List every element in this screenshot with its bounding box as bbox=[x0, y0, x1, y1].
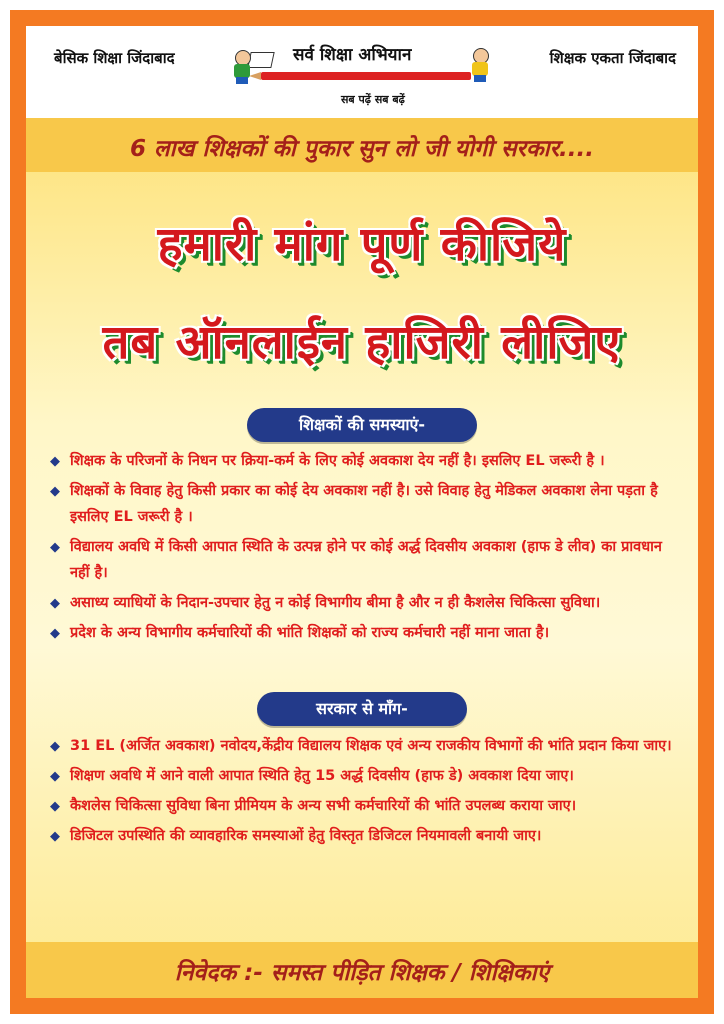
list-item: ◆ शिक्षण अवधि में आने वाली आपात स्थिति हेतु 15 अर्द्ध दिवसीय (हाफ डे) अवकाश दिया जाए। bbox=[48, 763, 680, 789]
top-bar bbox=[26, 26, 698, 118]
logo-tagline: सब पढ़ें सब बढ़ें bbox=[341, 93, 405, 106]
problems-list bbox=[48, 448, 680, 650]
list-item: ◆ विद्यालय अवधि में किसी आपात स्थिति के उत्पन्न होने पर कोई अर्द्ध दिवसीय अवकाश (हाफ डे लीव) का प्रावधान नहीं है। bbox=[48, 534, 680, 586]
logo-title: सर्व शिक्षा अभियान bbox=[293, 45, 412, 65]
diamond-bullet-icon: ◆ bbox=[50, 540, 60, 555]
main-panel bbox=[26, 118, 698, 998]
top-banner bbox=[26, 118, 698, 172]
headline-line-1: हमारी मांग पूर्ण कीजिये bbox=[157, 217, 567, 272]
diamond-bullet-icon: ◆ bbox=[50, 626, 60, 641]
list-item: ◆ प्रदेश के अन्य विभागीय कर्मचारियों की भांति शिक्षकों को राज्य कर्मचारी नहीं माना जाता है। bbox=[48, 620, 680, 646]
poster bbox=[10, 10, 714, 1014]
footer-text: निवेदक :- समस्त पीड़ित शिक्षक / शिक्षिकाएं bbox=[174, 960, 550, 986]
list-item: ◆ असाध्य व्याधियों के निदान-उपचार हेतु न कोई विभागीय बीमा है और न ही कैशलेस चिकित्सा सुविधा। bbox=[48, 590, 680, 616]
demands-heading: सरकार से मॉंग- bbox=[257, 692, 467, 726]
banner-text: 6 लाख शिक्षकों की पुकार सुन लो जी योगी सरकार.... bbox=[130, 136, 594, 162]
slogan-left: बेसिक शिक्षा जिंदाबाद bbox=[54, 49, 175, 67]
sarva-shiksha-abhiyan-logo bbox=[231, 36, 491, 116]
list-item: ◆ शिक्षक के परिजनों के निधन पर क्रिया-कर्म के लिए कोई अवकाश देय नहीं है। इसलिए EL जरूरी है । bbox=[48, 448, 680, 474]
pencil-icon bbox=[261, 72, 471, 80]
child-icon bbox=[469, 48, 491, 82]
list-item: ◆ 31 EL (अर्जित अवकाश) नवोदय,केंद्रीय विद्यालय शिक्षक एवं अन्य राजकीय विभागों की भांति प्रदान किया जाए। bbox=[48, 733, 680, 759]
diamond-bullet-icon: ◆ bbox=[50, 484, 60, 499]
list-item: ◆ शिक्षकों के विवाह हेतु किसी प्रकार का कोई देय अवकाश नहीं है। उसे विवाह हेतु मेडिकल अवकाश लेना पड़ता है इसलिए EL जरूरी है । bbox=[48, 478, 680, 530]
diamond-bullet-icon: ◆ bbox=[50, 769, 60, 784]
list-item: ◆ डिजिटल उपस्थिति की व्यावहारिक समस्याओं हेतु विस्तृत डिजिटल नियमावली बनायी जाए। bbox=[48, 823, 680, 849]
diamond-bullet-icon: ◆ bbox=[50, 799, 60, 814]
list-item: ◆ कैशलेस चिकित्सा सुविधा बिना प्रीमियम के अन्य सभी कर्मचारियों की भांति उपलब्ध कराया जाए। bbox=[48, 793, 680, 819]
diamond-bullet-icon: ◆ bbox=[50, 454, 60, 469]
slogan-right: शिक्षक एकता जिंदाबाद bbox=[549, 49, 676, 67]
demands-list bbox=[48, 733, 680, 853]
diamond-bullet-icon: ◆ bbox=[50, 829, 60, 844]
diamond-bullet-icon: ◆ bbox=[50, 596, 60, 611]
headline-line-2: तब ऑनलाईन हाजिरी लीजिए bbox=[102, 315, 622, 370]
footer-banner bbox=[26, 942, 698, 998]
child-reading-icon bbox=[231, 50, 253, 84]
diamond-bullet-icon: ◆ bbox=[50, 739, 60, 754]
problems-heading: शिक्षकों की समस्याएं- bbox=[247, 408, 477, 442]
book-icon bbox=[247, 52, 274, 68]
